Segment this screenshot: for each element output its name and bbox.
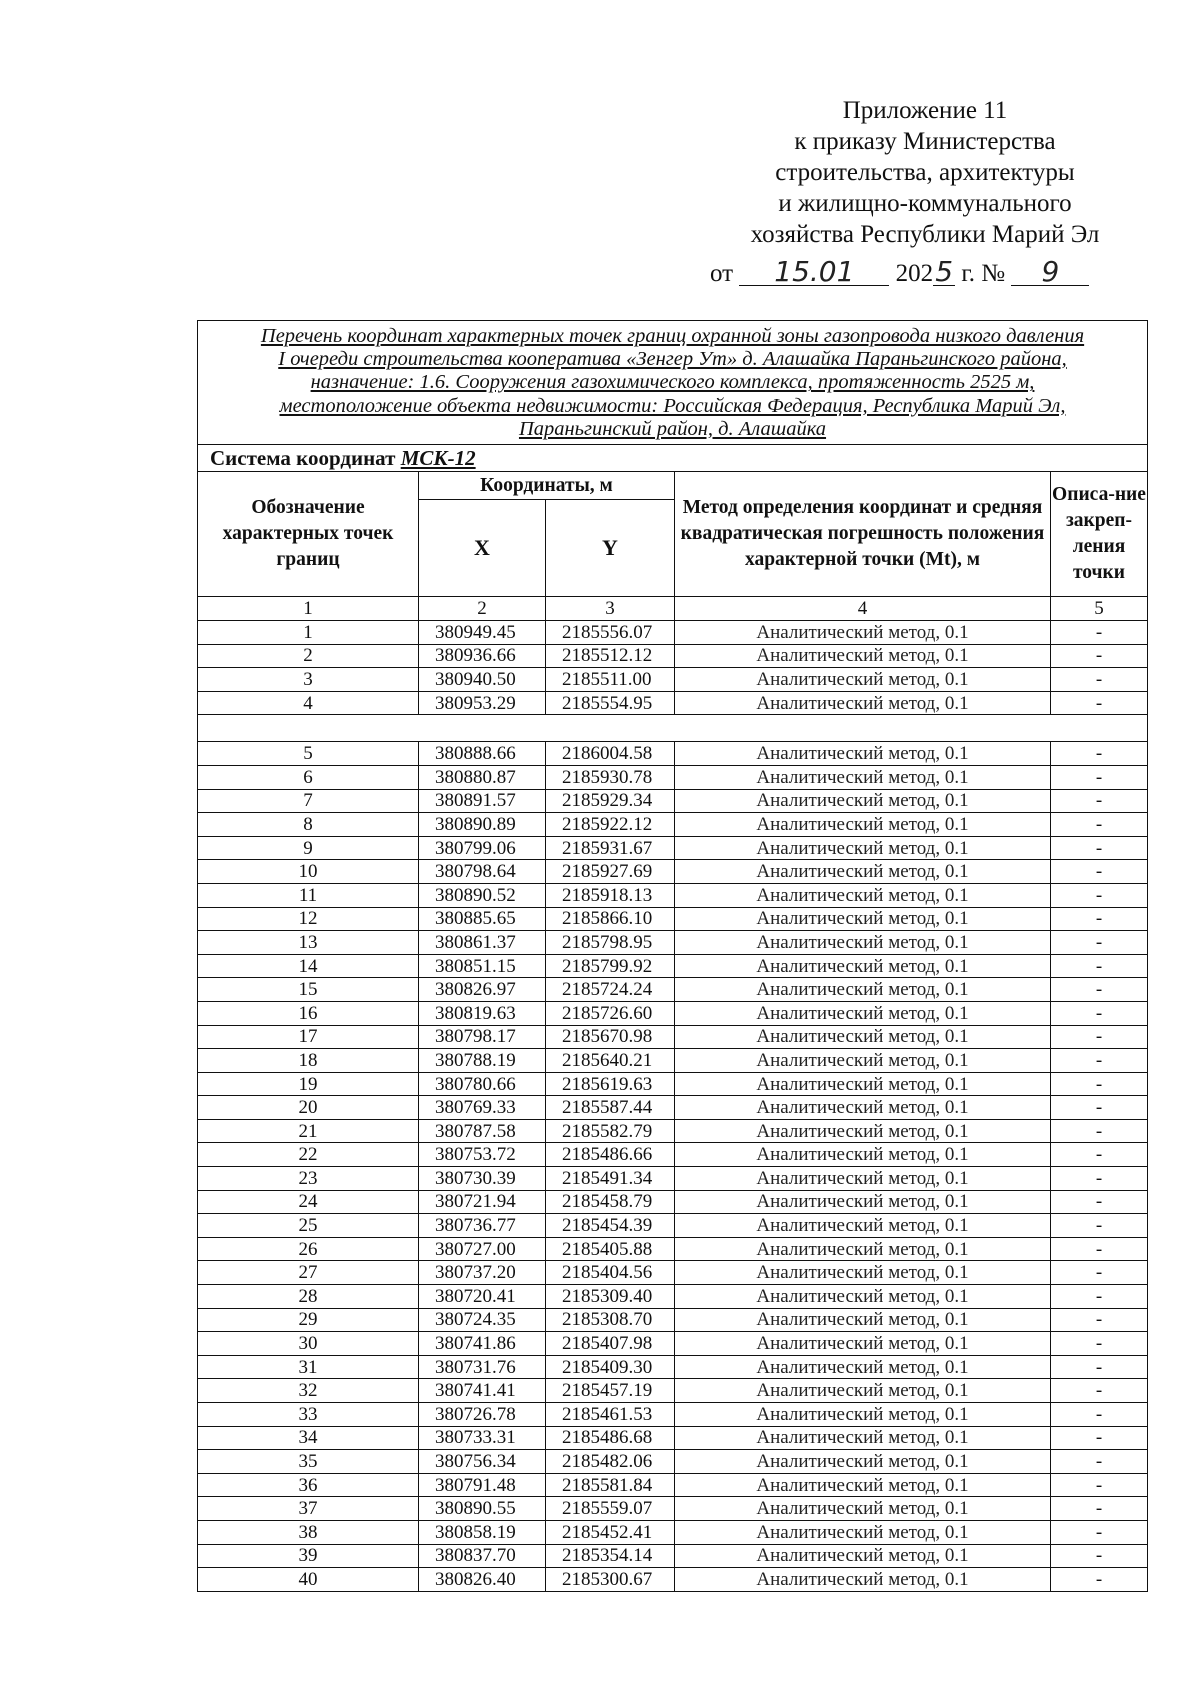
group-separator-cell — [198, 715, 1148, 742]
column-number: 4 — [675, 597, 1051, 621]
table-row — [198, 1497, 1148, 1521]
point-id-cell: 4 — [198, 691, 419, 715]
y-cell: 2185404.56 — [546, 1261, 675, 1285]
header-method: Метод определения координат и средняя квадратическая погрешность положения характерной точки (Mt), м — [675, 472, 1051, 597]
x-cell: 380851.15 — [419, 954, 546, 978]
y-cell: 2185726.60 — [546, 1001, 675, 1025]
y-cell: 2185482.06 — [546, 1450, 675, 1474]
method-cell: Аналитический метод, 0.1 — [675, 1473, 1051, 1497]
y-cell: 2185581.84 — [546, 1473, 675, 1497]
method-cell: Аналитический метод, 0.1 — [675, 644, 1051, 668]
point-id-cell: 23 — [198, 1167, 419, 1191]
desc-cell: - — [1051, 1001, 1148, 1025]
method-cell: Аналитический метод, 0.1 — [675, 1214, 1051, 1238]
y-cell: 2185724.24 — [546, 978, 675, 1002]
point-id-cell: 25 — [198, 1214, 419, 1238]
method-cell: Аналитический метод, 0.1 — [675, 860, 1051, 884]
desc-cell: - — [1051, 1285, 1148, 1309]
table-row — [198, 1568, 1148, 1592]
desc-cell: - — [1051, 931, 1148, 955]
table-row — [198, 883, 1148, 907]
table-row — [198, 1450, 1148, 1474]
table-row — [198, 931, 1148, 955]
desc-cell: - — [1051, 742, 1148, 766]
column-number: 5 — [1051, 597, 1148, 621]
y-cell: 2185931.67 — [546, 836, 675, 860]
table-row — [198, 789, 1148, 813]
y-cell: 2185354.14 — [546, 1544, 675, 1568]
method-cell: Аналитический метод, 0.1 — [675, 1143, 1051, 1167]
table-title — [198, 321, 1148, 445]
desc-cell: - — [1051, 1025, 1148, 1049]
x-cell: 380880.87 — [419, 765, 546, 789]
y-cell: 2185491.34 — [546, 1167, 675, 1191]
table-row — [198, 1520, 1148, 1544]
header-line: к приказу Министерства — [794, 128, 1056, 155]
method-cell: Аналитический метод, 0.1 — [675, 1497, 1051, 1521]
desc-cell: - — [1051, 860, 1148, 884]
y-cell: 2185922.12 — [546, 813, 675, 837]
table-row — [198, 1237, 1148, 1261]
y-cell: 2185452.41 — [546, 1520, 675, 1544]
point-id-cell: 15 — [198, 978, 419, 1002]
table-row — [198, 907, 1148, 931]
y-cell: 2185300.67 — [546, 1568, 675, 1592]
x-cell: 380826.97 — [419, 978, 546, 1002]
desc-cell: - — [1051, 1355, 1148, 1379]
desc-cell: - — [1051, 1214, 1148, 1238]
method-cell: Аналитический метод, 0.1 — [675, 1072, 1051, 1096]
method-cell: Аналитический метод, 0.1 — [675, 1379, 1051, 1403]
appendix-header — [700, 95, 1150, 250]
point-id-cell: 33 — [198, 1403, 419, 1427]
y-cell: 2185405.88 — [546, 1237, 675, 1261]
y-cell: 2185554.95 — [546, 691, 675, 715]
x-cell: 380837.70 — [419, 1544, 546, 1568]
x-cell: 380788.19 — [419, 1049, 546, 1073]
desc-cell: - — [1051, 1426, 1148, 1450]
point-id-cell: 3 — [198, 668, 419, 692]
point-id-cell: 16 — [198, 1001, 419, 1025]
desc-cell: - — [1051, 1308, 1148, 1332]
column-number-row — [198, 597, 1148, 621]
desc-cell: - — [1051, 1379, 1148, 1403]
method-cell: Аналитический метод, 0.1 — [675, 1520, 1051, 1544]
method-cell: Аналитический метод, 0.1 — [675, 789, 1051, 813]
x-cell: 380885.65 — [419, 907, 546, 931]
x-cell: 380798.64 — [419, 860, 546, 884]
y-cell: 2185927.69 — [546, 860, 675, 884]
desc-cell: - — [1051, 1072, 1148, 1096]
point-id-cell: 37 — [198, 1497, 419, 1521]
method-cell: Аналитический метод, 0.1 — [675, 1285, 1051, 1309]
point-id-cell: 14 — [198, 954, 419, 978]
method-cell: Аналитический метод, 0.1 — [675, 1450, 1051, 1474]
y-cell: 2185866.10 — [546, 907, 675, 931]
y-cell: 2185930.78 — [546, 765, 675, 789]
table-row — [198, 1403, 1148, 1427]
title-line: Параньгинский район, д. Алашайка — [518, 417, 827, 440]
y-cell: 2185587.44 — [546, 1096, 675, 1120]
x-cell: 380737.20 — [419, 1261, 546, 1285]
desc-cell: - — [1051, 1450, 1148, 1474]
x-cell: 380780.66 — [419, 1072, 546, 1096]
method-cell: Аналитический метод, 0.1 — [675, 1261, 1051, 1285]
x-cell: 380858.19 — [419, 1520, 546, 1544]
x-cell: 380936.66 — [419, 644, 546, 668]
table-row — [198, 860, 1148, 884]
y-cell: 2185486.66 — [546, 1143, 675, 1167]
title-line: Перечень координат характерных точек границ охранной зоны газопровода низкого давления — [260, 325, 1085, 347]
x-cell: 380726.78 — [419, 1403, 546, 1427]
desc-cell: - — [1051, 621, 1148, 645]
method-cell: Аналитический метод, 0.1 — [675, 1025, 1051, 1049]
desc-cell: - — [1051, 1190, 1148, 1214]
table-row — [198, 691, 1148, 715]
date-prefix: от — [710, 260, 734, 287]
desc-cell: - — [1051, 1568, 1148, 1592]
method-cell: Аналитический метод, 0.1 — [675, 1544, 1051, 1568]
x-cell: 380721.94 — [419, 1190, 546, 1214]
header-point: Обозначение характерных точек границ — [198, 472, 419, 597]
method-cell: Аналитический метод, 0.1 — [675, 1096, 1051, 1120]
order-date-line — [710, 255, 1130, 289]
y-cell: 2185309.40 — [546, 1285, 675, 1309]
x-cell: 380731.76 — [419, 1355, 546, 1379]
desc-cell: - — [1051, 1497, 1148, 1521]
point-id-cell: 6 — [198, 765, 419, 789]
x-cell: 380791.48 — [419, 1473, 546, 1497]
desc-cell: - — [1051, 765, 1148, 789]
group-separator-row — [198, 715, 1148, 742]
desc-cell: - — [1051, 1473, 1148, 1497]
year-digit: 5 — [933, 259, 955, 286]
desc-cell: - — [1051, 1332, 1148, 1356]
system-label: Система координат — [210, 446, 396, 471]
x-cell: 380736.77 — [419, 1214, 546, 1238]
desc-cell: - — [1051, 1403, 1148, 1427]
point-id-cell: 21 — [198, 1119, 419, 1143]
table-row — [198, 1544, 1148, 1568]
point-id-cell: 9 — [198, 836, 419, 860]
point-id-cell: 8 — [198, 813, 419, 837]
point-id-cell: 18 — [198, 1049, 419, 1073]
coordinate-system — [198, 445, 1148, 472]
y-cell: 2185407.98 — [546, 1332, 675, 1356]
x-cell: 380787.58 — [419, 1119, 546, 1143]
point-id-cell: 19 — [198, 1072, 419, 1096]
desc-cell: - — [1051, 668, 1148, 692]
point-id-cell: 10 — [198, 860, 419, 884]
table-row — [198, 668, 1148, 692]
y-cell: 2185486.68 — [546, 1426, 675, 1450]
method-cell: Аналитический метод, 0.1 — [675, 621, 1051, 645]
method-cell: Аналитический метод, 0.1 — [675, 1308, 1051, 1332]
desc-cell: - — [1051, 1261, 1148, 1285]
table-row — [198, 1143, 1148, 1167]
column-number: 1 — [198, 597, 419, 621]
table-row — [198, 836, 1148, 860]
desc-cell: - — [1051, 644, 1148, 668]
y-cell: 2185454.39 — [546, 1214, 675, 1238]
x-cell: 380720.41 — [419, 1285, 546, 1309]
x-cell: 380724.35 — [419, 1308, 546, 1332]
table-row — [198, 1355, 1148, 1379]
y-cell: 2185798.95 — [546, 931, 675, 955]
y-cell: 2185918.13 — [546, 883, 675, 907]
point-id-cell: 12 — [198, 907, 419, 931]
point-id-cell: 7 — [198, 789, 419, 813]
x-cell: 380949.45 — [419, 621, 546, 645]
table-row — [198, 1214, 1148, 1238]
point-id-cell: 36 — [198, 1473, 419, 1497]
desc-cell: - — [1051, 954, 1148, 978]
desc-cell: - — [1051, 1143, 1148, 1167]
desc-cell: - — [1051, 691, 1148, 715]
table-row — [198, 765, 1148, 789]
y-cell: 2185308.70 — [546, 1308, 675, 1332]
x-cell: 380756.34 — [419, 1450, 546, 1474]
table-row — [198, 1190, 1148, 1214]
x-cell: 380741.41 — [419, 1379, 546, 1403]
method-cell: Аналитический метод, 0.1 — [675, 978, 1051, 1002]
point-id-cell: 20 — [198, 1096, 419, 1120]
method-cell: Аналитический метод, 0.1 — [675, 1403, 1051, 1427]
header-line: и жилищно-коммунального — [778, 190, 1072, 217]
y-cell: 2185559.07 — [546, 1497, 675, 1521]
table-row — [198, 1379, 1148, 1403]
point-id-cell: 27 — [198, 1261, 419, 1285]
method-cell: Аналитический метод, 0.1 — [675, 668, 1051, 692]
table-row — [198, 1072, 1148, 1096]
y-cell: 2185409.30 — [546, 1355, 675, 1379]
date-value: 15.01 — [739, 259, 889, 286]
x-cell: 380940.50 — [419, 668, 546, 692]
method-cell: Аналитический метод, 0.1 — [675, 1237, 1051, 1261]
table-row — [198, 644, 1148, 668]
table-row — [198, 1025, 1148, 1049]
point-id-cell: 17 — [198, 1025, 419, 1049]
y-cell: 2185511.00 — [546, 668, 675, 692]
y-cell: 2185457.19 — [546, 1379, 675, 1403]
table-row — [198, 978, 1148, 1002]
table-row — [198, 1426, 1148, 1450]
x-cell: 380727.00 — [419, 1237, 546, 1261]
point-id-cell: 24 — [198, 1190, 419, 1214]
point-id-cell: 22 — [198, 1143, 419, 1167]
method-cell: Аналитический метод, 0.1 — [675, 691, 1051, 715]
y-cell: 2185619.63 — [546, 1072, 675, 1096]
x-cell: 380730.39 — [419, 1167, 546, 1191]
system-value: МСК-12 — [400, 446, 476, 471]
point-id-cell: 1 — [198, 621, 419, 645]
table-row — [198, 1119, 1148, 1143]
year-prefix: 202 — [895, 260, 934, 287]
table-row — [198, 1167, 1148, 1191]
desc-cell: - — [1051, 1237, 1148, 1261]
table-row — [198, 1308, 1148, 1332]
x-cell: 380799.06 — [419, 836, 546, 860]
y-cell: 2185582.79 — [546, 1119, 675, 1143]
y-cell: 2185640.21 — [546, 1049, 675, 1073]
method-cell: Аналитический метод, 0.1 — [675, 813, 1051, 837]
x-cell: 380890.52 — [419, 883, 546, 907]
order-number: 9 — [1011, 259, 1089, 286]
table-row — [198, 1473, 1148, 1497]
x-cell: 380826.40 — [419, 1568, 546, 1592]
desc-cell: - — [1051, 1096, 1148, 1120]
method-cell: Аналитический метод, 0.1 — [675, 1167, 1051, 1191]
method-cell: Аналитический метод, 0.1 — [675, 1568, 1051, 1592]
desc-cell: - — [1051, 1119, 1148, 1143]
point-id-cell: 31 — [198, 1355, 419, 1379]
title-line: назначение: 1.6. Сооружения газохимического комплекса, протяженность 2525 м, — [310, 371, 1035, 394]
x-cell: 380891.57 — [419, 789, 546, 813]
x-cell: 380819.63 — [419, 1001, 546, 1025]
method-cell: Аналитический метод, 0.1 — [675, 1426, 1051, 1450]
x-cell: 380888.66 — [419, 742, 546, 766]
point-id-cell: 28 — [198, 1285, 419, 1309]
header-desc: Описа-ние закреп-ления точки — [1051, 472, 1148, 597]
coordinates-table — [197, 320, 1148, 1592]
y-cell: 2185799.92 — [546, 954, 675, 978]
x-cell: 380890.55 — [419, 1497, 546, 1521]
header-coords: Координаты, м — [419, 472, 675, 500]
header-line: Приложение 11 — [842, 97, 1008, 124]
method-cell: Аналитический метод, 0.1 — [675, 1119, 1051, 1143]
x-cell: 380741.86 — [419, 1332, 546, 1356]
point-id-cell: 34 — [198, 1426, 419, 1450]
x-cell: 380753.72 — [419, 1143, 546, 1167]
year-suffix: г. № — [961, 260, 1006, 287]
y-cell: 2185929.34 — [546, 789, 675, 813]
header-line: хозяйства Республики Марий Эл — [750, 221, 1100, 248]
method-cell: Аналитический метод, 0.1 — [675, 1001, 1051, 1025]
column-number: 2 — [419, 597, 546, 621]
method-cell: Аналитический метод, 0.1 — [675, 931, 1051, 955]
method-cell: Аналитический метод, 0.1 — [675, 742, 1051, 766]
y-cell: 2186004.58 — [546, 742, 675, 766]
desc-cell: - — [1051, 1049, 1148, 1073]
method-cell: Аналитический метод, 0.1 — [675, 954, 1051, 978]
x-cell: 380890.89 — [419, 813, 546, 837]
header-y: Y — [546, 500, 675, 597]
desc-cell: - — [1051, 883, 1148, 907]
point-id-cell: 30 — [198, 1332, 419, 1356]
x-cell: 380861.37 — [419, 931, 546, 955]
title-line: I очереди строительства кооператива «Зенгер Ут» д. Алашайка Параньгинского района, — [278, 348, 1067, 371]
x-cell: 380953.29 — [419, 691, 546, 715]
title-line: местоположение объекта недвижимости: Российская Федерация, Республика Марий Эл, — [279, 394, 1066, 417]
point-id-cell: 35 — [198, 1450, 419, 1474]
method-cell: Аналитический метод, 0.1 — [675, 1355, 1051, 1379]
desc-cell: - — [1051, 813, 1148, 837]
method-cell: Аналитический метод, 0.1 — [675, 1049, 1051, 1073]
point-id-cell: 2 — [198, 644, 419, 668]
desc-cell: - — [1051, 1520, 1148, 1544]
y-cell: 2185458.79 — [546, 1190, 675, 1214]
method-cell: Аналитический метод, 0.1 — [675, 907, 1051, 931]
method-cell: Аналитический метод, 0.1 — [675, 883, 1051, 907]
table-row — [198, 813, 1148, 837]
point-id-cell: 29 — [198, 1308, 419, 1332]
point-id-cell: 13 — [198, 931, 419, 955]
y-cell: 2185556.07 — [546, 621, 675, 645]
x-cell: 380733.31 — [419, 1426, 546, 1450]
x-cell: 380798.17 — [419, 1025, 546, 1049]
table-row — [198, 1285, 1148, 1309]
point-id-cell: 32 — [198, 1379, 419, 1403]
method-cell: Аналитический метод, 0.1 — [675, 765, 1051, 789]
desc-cell: - — [1051, 789, 1148, 813]
y-cell: 2185512.12 — [546, 644, 675, 668]
x-cell: 380769.33 — [419, 1096, 546, 1120]
method-cell: Аналитический метод, 0.1 — [675, 1332, 1051, 1356]
table-row — [198, 1332, 1148, 1356]
header-x: X — [419, 500, 546, 597]
y-cell: 2185670.98 — [546, 1025, 675, 1049]
desc-cell: - — [1051, 1544, 1148, 1568]
desc-cell: - — [1051, 907, 1148, 931]
column-number: 3 — [546, 597, 675, 621]
desc-cell: - — [1051, 836, 1148, 860]
table-row — [198, 1001, 1148, 1025]
point-id-cell: 39 — [198, 1544, 419, 1568]
point-id-cell: 5 — [198, 742, 419, 766]
header-line: строительства, архитектуры — [775, 159, 1075, 186]
table-row — [198, 621, 1148, 645]
table-row — [198, 742, 1148, 766]
method-cell: Аналитический метод, 0.1 — [675, 1190, 1051, 1214]
desc-cell: - — [1051, 1167, 1148, 1191]
desc-cell: - — [1051, 978, 1148, 1002]
y-cell: 2185461.53 — [546, 1403, 675, 1427]
table-row — [198, 954, 1148, 978]
method-cell: Аналитический метод, 0.1 — [675, 836, 1051, 860]
point-id-cell: 40 — [198, 1568, 419, 1592]
point-id-cell: 11 — [198, 883, 419, 907]
table-row — [198, 1261, 1148, 1285]
table-row — [198, 1049, 1148, 1073]
table-row — [198, 1096, 1148, 1120]
point-id-cell: 38 — [198, 1520, 419, 1544]
point-id-cell: 26 — [198, 1237, 419, 1261]
